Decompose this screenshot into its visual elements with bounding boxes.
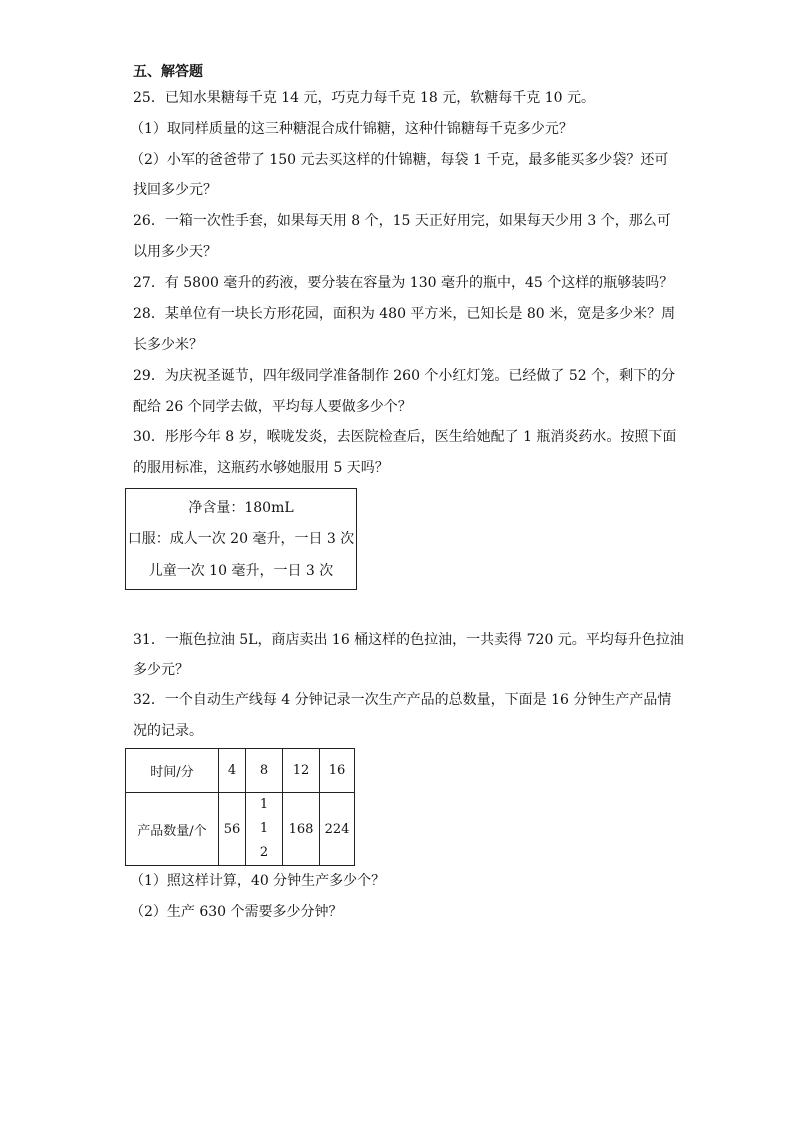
q25-sub1: （1）取同样质量的这三种糖混合成什锦糖，这种什锦糖每千克多少元？: [130, 121, 573, 137]
table-cell-count: 56: [219, 793, 246, 866]
q31-line2: 多少元？: [133, 662, 189, 678]
q28-line2: 长多少米？: [133, 337, 203, 353]
q26-line2: 以用多少天？: [133, 244, 217, 260]
q29-line2: 配给 26 个同学去做，平均每人要做多少个？: [133, 399, 412, 415]
table-row: [126, 793, 355, 866]
q30-line2: 的服用标准，这瓶药水够她服用 5 天吗？: [133, 460, 389, 476]
table-cell-time: 4: [219, 749, 246, 793]
q31-line1: 31．一瓶色拉油 5L，商店卖出 16 桶这样的色拉油，一共卖得 720 元。平均每升色拉油: [133, 632, 684, 648]
medicine-adult-dosage: 口服：成人一次 20 毫升，一日 3 次: [127, 531, 355, 547]
table-cell-time: 16: [320, 749, 355, 793]
table-cell-count: [246, 793, 283, 866]
q25-stem: 25．已知水果糖每千克 14 元，巧克力每千克 18 元，软糖每千克 10 元。: [133, 90, 595, 106]
q29-line1: 29．为庆祝圣诞节，四年级同学准备制作 260 个小红灯笼。已经做了 52 个，剩下的分: [133, 368, 676, 384]
q30-line1: 30．彤彤今年 8 岁，喉咙发炎，去医院检查后，医生给她配了 1 瓶消炎药水。按照下面: [133, 429, 677, 445]
table-cell-time: 8: [246, 749, 283, 793]
table-header-time: 时间/分: [126, 749, 219, 793]
table-cell-time: 12: [283, 749, 320, 793]
table-row: [126, 749, 355, 793]
q28-line1: 28．某单位有一块长方形花园，面积为 480 平方米，已知长是 80 米，宽是多少米？周: [133, 306, 676, 322]
q32-sub2: （2）生产 630 个需要多少分钟？: [130, 904, 343, 920]
table-cell-count: 224: [320, 793, 355, 866]
medicine-child-dosage: 儿童一次 10 毫升，一日 3 次: [148, 563, 334, 579]
q32-line1: 32．一个自动生产线每 4 分钟记录一次生产产品的总数量，下面是 16 分钟生产产品情: [133, 692, 672, 708]
table-cell-count: 168: [283, 793, 320, 866]
q26-line1: 26．一箱一次性手套，如果每天用 8 个，15 天正好用完，如果每天少用 3 个，那么可: [133, 213, 671, 229]
q25-sub2-line1: （2）小军的爸爸带了 150 元去买这样的什锦糖，每袋 1 千克，最多能买多少袋？还可: [130, 152, 669, 168]
table-cell-count-wrapped: 112: [259, 797, 269, 860]
table-header-count: 产品数量/个: [126, 793, 219, 866]
section-title: 五、解答题: [133, 64, 203, 80]
medicine-net-content: 净含量：180mL: [188, 500, 294, 516]
production-record-table: [125, 748, 355, 866]
q32-line2: 况的记录。: [133, 723, 203, 739]
q25-sub2-line2: 找回多少元？: [133, 182, 217, 198]
medicine-label-box: [125, 488, 357, 590]
q32-sub1: （1）照这样计算，40 分钟生产多少个？: [130, 873, 386, 889]
q27-line1: 27．有 5800 毫升的药液，要分装在容量为 130 毫升的瓶中，45 个这样的瓶够装吗？: [133, 275, 674, 291]
